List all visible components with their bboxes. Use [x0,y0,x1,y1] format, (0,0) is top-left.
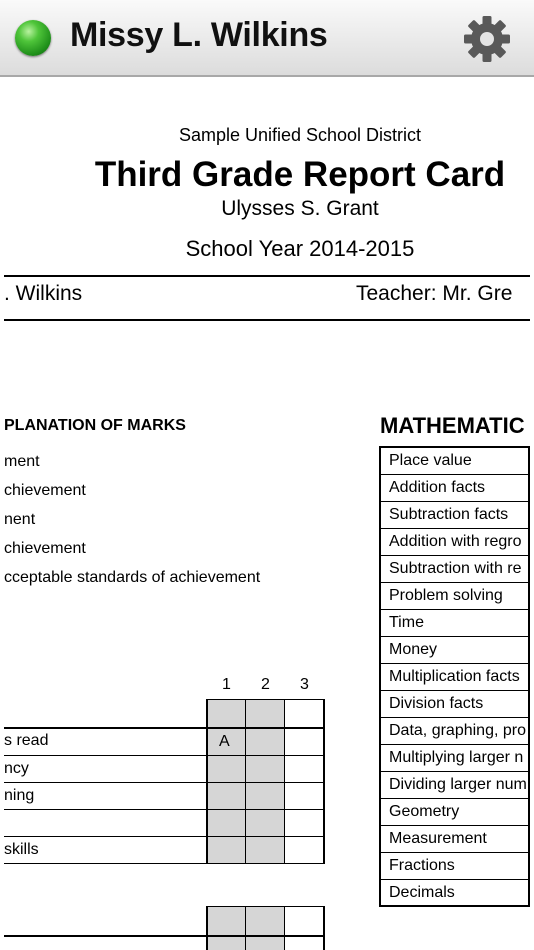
mark-definition: chievement [4,482,86,499]
divider [4,275,530,277]
math-skill: Multiplication facts [381,664,529,691]
school-name: Ulysses S. Grant [221,197,379,220]
math-skill: Measurement [381,826,529,853]
math-skill: Subtraction with re [381,556,529,583]
grid-line [323,906,325,950]
math-skill: Dividing larger num [381,772,529,799]
teacher-field: Teacher: Mr. Gre [356,282,513,305]
report-card-document[interactable] [0,79,534,950]
math-skill: Data, graphing, pro [381,718,529,745]
math-skill: Fractions [381,853,529,880]
math-skill: Problem solving [381,583,529,610]
grid-line [4,727,325,729]
term-column-2: 2 [261,676,270,693]
divider [4,319,530,321]
grid-row-label: ncy [4,760,29,777]
mark-definition: cceptable standards of achievement [4,569,261,586]
marks-explanation-title: PLANATION OF MARKS [4,417,186,434]
grid-line [206,906,325,907]
district-name: Sample Unified School District [178,125,422,145]
grid-line [4,935,325,937]
math-skill: Time [381,610,529,637]
math-skill: Decimals [389,884,455,901]
term-shading [207,907,285,950]
grid-line [4,863,325,864]
report-card-title: Third Grade Report Card [94,155,506,194]
math-skill: Geometry [381,799,529,826]
grid-line [4,755,325,756]
math-skill: Addition facts [381,475,529,502]
grid-row-label: ning [4,787,35,804]
mathematics-skills-list [379,446,529,907]
grid-line [284,906,285,950]
grid-line [206,699,325,700]
mark-definition: nent [4,511,36,528]
grid-line [206,906,208,950]
top-bar [0,0,534,77]
mark-definition: chievement [4,540,86,557]
mark-definition: ment [4,453,40,470]
student-field: . Wilkins [4,282,83,305]
term-column-1: 1 [222,676,231,693]
math-skill: Division facts [381,691,529,718]
math-skill: Money [381,637,529,664]
grade-mark: A [219,733,230,750]
grid-line [528,446,530,907]
grid-line [245,906,246,950]
status-indicator-icon[interactable] [15,20,51,56]
math-skill: Place value [381,448,529,475]
settings-gear-icon[interactable] [462,14,512,64]
term-column-3: 3 [300,676,309,693]
grid-line [4,782,325,783]
math-skill: Multiplying larger n [381,745,529,772]
math-skill: Subtraction facts [381,502,529,529]
school-year: School Year 2014-2015 [185,236,415,261]
grid-line [4,809,325,810]
student-name-title: Missy L. Wilkins [70,16,328,54]
grid-line [4,836,325,837]
grid-row-label: s read [4,732,49,749]
mathematics-section-title: MATHEMATIC [380,413,525,438]
grid-row-label: skills [4,841,39,858]
math-skill: Addition with regro [381,529,529,556]
